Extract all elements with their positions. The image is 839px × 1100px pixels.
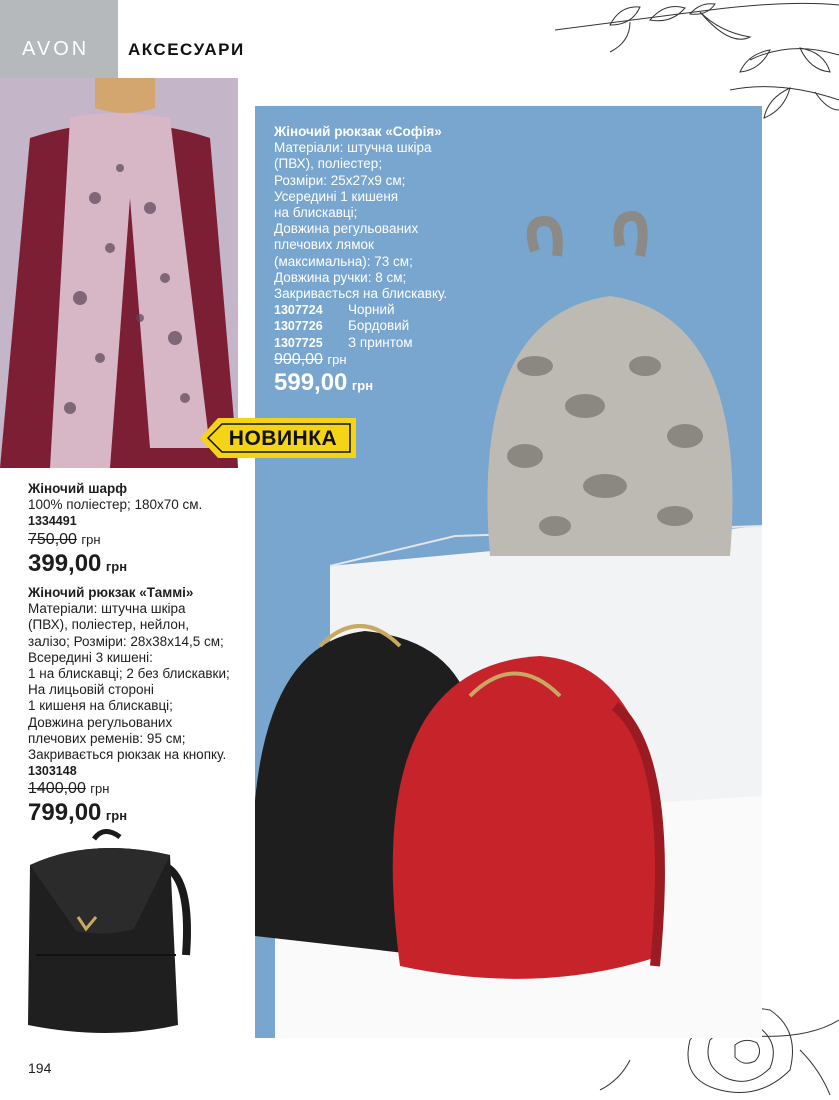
tammi-title: Жіночий рюкзак «Таммі» bbox=[28, 585, 194, 600]
variant-code: 1307724 bbox=[274, 303, 323, 318]
tammi-old-price-row bbox=[28, 779, 263, 799]
scarf-old-price: 750,00 bbox=[28, 530, 77, 548]
variant-name: Бордовий bbox=[348, 318, 410, 334]
tammi-desc-line: Матеріали: штучна шкіра bbox=[28, 601, 186, 617]
page-number: 194 bbox=[28, 1060, 52, 1076]
sofia-desc-line: Довжина регульованих bbox=[274, 221, 419, 237]
sofia-new-price: 599,00 bbox=[274, 368, 348, 396]
sofia-desc-line: Розміри: 25х27х9 см; bbox=[274, 172, 406, 188]
tammi-desc-line: (ПВХ), поліестер, нейлон, bbox=[28, 617, 190, 633]
variant-code: 1307726 bbox=[274, 319, 323, 334]
tammi-desc-line: залізо; Розміри: 28х38х14,5 см; bbox=[28, 633, 224, 649]
sofia-old-price: 900,00 bbox=[274, 350, 323, 368]
scarf-new-price-row bbox=[28, 550, 258, 581]
brand-logo: AVON bbox=[22, 38, 90, 60]
sofia-variant bbox=[274, 318, 504, 334]
sofia-title: Жіночий рюкзак «Софія» bbox=[274, 124, 442, 139]
sofia-desc-line: Довжина ручки: 8 см; bbox=[274, 269, 407, 285]
variant-name: Чорний bbox=[348, 302, 395, 318]
currency: грн bbox=[351, 377, 374, 393]
tammi-product-info bbox=[28, 585, 263, 830]
currency: грн bbox=[81, 531, 101, 547]
sofia-old-price-row bbox=[274, 351, 504, 369]
sofia-new-price-row bbox=[274, 369, 504, 400]
section-title: АКСЕСУАРИ bbox=[128, 40, 245, 59]
new-badge-label: НОВИНКА bbox=[228, 427, 338, 450]
sofia-desc-line: на блискавці; bbox=[274, 205, 358, 221]
currency: грн bbox=[105, 808, 128, 824]
sofia-desc-line: (максимальна): 73 см; bbox=[274, 253, 413, 269]
tammi-new-price: 799,00 bbox=[28, 799, 102, 827]
tammi-desc-line: На лицьовій стороні bbox=[28, 682, 154, 698]
sofia-desc-line: (ПВХ), поліестер; bbox=[274, 156, 383, 172]
scarf-title: Жіночий шарф bbox=[28, 481, 128, 496]
sofia-desc-line: Закривається на блискавку. bbox=[274, 286, 448, 302]
scarf-old-price-row bbox=[28, 530, 258, 550]
currency: грн bbox=[90, 781, 110, 797]
tammi-desc-line: 1 на блискавці; 2 без блискавки; bbox=[28, 666, 230, 682]
sofia-product-info bbox=[274, 124, 504, 400]
variant-name: З принтом bbox=[348, 334, 413, 350]
currency: грн bbox=[327, 351, 347, 367]
tammi-backpack-image bbox=[22, 825, 194, 1040]
tammi-desc-line: плечових ременів: 95 см; bbox=[28, 730, 186, 746]
sofia-variant bbox=[274, 335, 504, 351]
scarf-desc: 100% поліестер; 180х70 см. bbox=[28, 497, 203, 513]
variant-code: 1307725 bbox=[274, 335, 323, 350]
tammi-code: 1303148 bbox=[28, 764, 77, 779]
sofia-variant bbox=[274, 302, 504, 318]
tammi-desc-line: Закривається рюкзак на кнопку. bbox=[28, 747, 227, 763]
sofia-desc-line: Усередині 1 кишеня bbox=[274, 188, 399, 204]
sofia-desc-line: Матеріали: штучна шкіра bbox=[274, 140, 432, 156]
scarf-product-info bbox=[28, 481, 258, 581]
currency: грн bbox=[105, 558, 128, 574]
tammi-desc-line: Довжина регульованих bbox=[28, 714, 173, 730]
sofia-desc-line: плечових лямок bbox=[274, 237, 374, 253]
scarf-code: 1334491 bbox=[28, 514, 77, 529]
tammi-desc-line: 1 кишеня на блискавці; bbox=[28, 698, 173, 714]
scarf-photo bbox=[0, 78, 238, 468]
tammi-old-price: 1400,00 bbox=[28, 780, 86, 798]
scarf-new-price: 399,00 bbox=[28, 549, 102, 577]
tammi-desc-line: Всередині 3 кишені: bbox=[28, 649, 153, 665]
